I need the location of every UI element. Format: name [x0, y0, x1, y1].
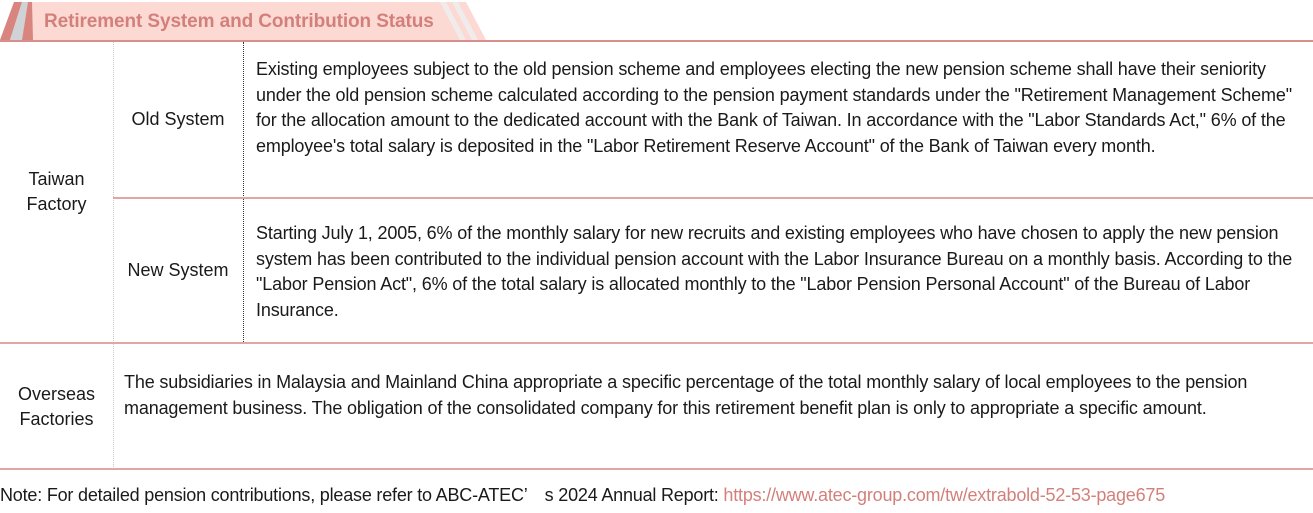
- section-title: Retirement System and Contribution Status: [44, 11, 434, 32]
- system-label-text: New System: [127, 260, 229, 280]
- system-label-text: Old System: [131, 109, 225, 129]
- group-label-taiwan-factory: [0, 42, 113, 342]
- column-divider-2: [243, 42, 244, 342]
- old-system-description: Existing employees subject to the old pension scheme and employees electing the new pension scheme shall have their seniority under the old pension scheme calculated according to the pension payment standards under the "Retirement Management Scheme" for the allocation amount to the dedicated account with the Bank of Taiwan. In accordance with the "Labor Standards Act," 6% of the employee's total salary is deposited in the "Labor Retirement Reserve Account" of the Bank of Taiwan every month.: [256, 59, 1292, 156]
- group-label-text: Overseas Factories: [17, 383, 96, 429]
- footnote-text: Note: For detailed pension contributions, please refer to ABC-ATEC’ s 2024 Annual Report:: [0, 485, 724, 505]
- table-bottom-divider: [0, 468, 1313, 470]
- row-divider-old-new: [113, 197, 1313, 199]
- group-label-text: Taiwan Factory: [26, 169, 87, 214]
- new-system-description: Starting July 1, 2005, 6% of the monthly salary for new recruits and existing employees who have chosen to apply the new pension system has been contributed to the individual pension account with the Labor Insurance Bureau on a monthly basis. According to the "Labor Pension Act", 6% of the total salary is allocated monthly to the "Labor Pension Personal Account" of the Bureau of Labor Insurance.: [256, 223, 1293, 320]
- footnote: [0, 483, 1165, 507]
- system-label-new: [113, 199, 243, 342]
- overseas-description: The subsidiaries in Malaysia and Mainland China appropriate a specific percentage of the total monthly salary of local employees to the pension management business. The obligation of the consolidated company for this retirement benefit plan is only to appropriate a specific amount.: [124, 372, 1248, 418]
- system-label-old: [113, 42, 243, 197]
- section-header: [0, 0, 1313, 42]
- annual-report-link[interactable]: https://www.atec-group.com/tw/extrabold-52-53-page675: [723, 485, 1166, 505]
- row-divider-taiwan-overseas: [0, 342, 1313, 344]
- group-label-overseas-factories: [0, 344, 113, 469]
